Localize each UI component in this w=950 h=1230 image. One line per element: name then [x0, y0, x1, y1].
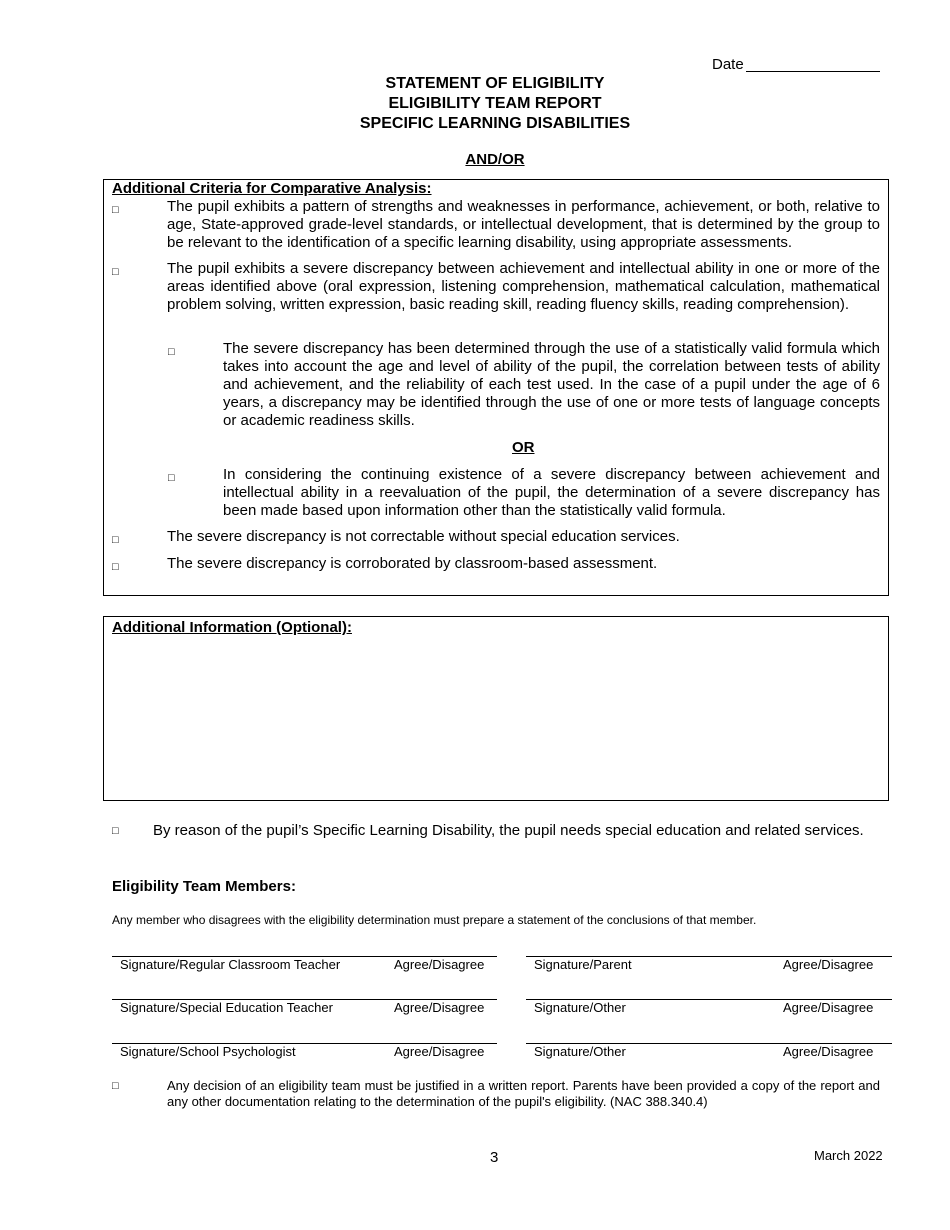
- criterion-3-checkbox[interactable]: □: [112, 534, 119, 546]
- criterion-1-checkbox[interactable]: □: [112, 204, 119, 216]
- page-number: 3: [490, 1149, 499, 1166]
- criterion-2-checkbox[interactable]: □: [112, 266, 119, 278]
- page-title: [0, 74, 950, 134]
- agree-disagree-label: Agree/Disagree: [394, 1000, 485, 1015]
- criterion-4-checkbox[interactable]: □: [112, 561, 119, 573]
- sub-criterion-2-text: In considering the continuing existence of a severe discrepancy between achievement and intellectual ability in a reevaluation of the pupil, the determination of a severe discrepancy has been made based upon information other than the statistically valid formula.: [223, 466, 880, 519]
- sub-criterion-1-text: The severe discrepancy has been determined through the use of a statistically valid formula which takes into account the age and level of ability of the pupil, the correlation between tests of ability and achievement, and the reliability of each test used. In the case of a pupil under the age of 6 years, a discrepancy may be identified through the use of one or more tests of language concepts or academic readiness skills.: [223, 340, 880, 429]
- sub-criterion-2-checkbox[interactable]: □: [168, 472, 175, 484]
- revision-date: March 2022: [814, 1148, 883, 1163]
- criteria-title: Additional Criteria for Comparative Analysis:: [112, 180, 432, 197]
- title-line-2: ELIGIBILITY TEAM REPORT: [388, 95, 602, 112]
- criterion-1-text: The pupil exhibits a pattern of strengths and weaknesses in performance, achievement, or both, relative to age, State-approved grade-level standards, or intellectual development, that is determined by the group to be relevant to the identification of a specific learning disability, using appropriate assessments.: [167, 198, 880, 251]
- title-line-1: STATEMENT OF ELIGIBILITY: [385, 75, 605, 92]
- signature-label: Signature/Parent: [534, 957, 632, 972]
- signature-label: Signature/Special Education Teacher: [120, 1000, 333, 1015]
- determination-checkbox[interactable]: □: [112, 825, 119, 837]
- members-title: Eligibility Team Members:: [112, 878, 296, 895]
- determination-text: By reason of the pupil’s Specific Learning Disability, the pupil needs special education and related services.: [153, 822, 864, 839]
- additional-info-section[interactable]: [103, 616, 889, 801]
- agree-disagree-label: Agree/Disagree: [394, 957, 485, 972]
- signature-label: Signature/School Psychologist: [120, 1044, 296, 1059]
- agree-disagree-label: Agree/Disagree: [783, 1000, 874, 1015]
- report-checkbox[interactable]: □: [112, 1080, 119, 1092]
- date-field[interactable]: [746, 71, 880, 72]
- criterion-2-text: The pupil exhibits a severe discrepancy between achievement and intellectual ability in one or more of the areas identified above (oral expression, listening comprehension, mathematical calculation, mathematical problem solving, written expression, basic reading skill, reading fluency skills, reading comprehension).: [167, 260, 880, 313]
- agree-disagree-label: Agree/Disagree: [783, 1044, 874, 1059]
- criterion-4-text: The severe discrepancy is corroborated by classroom-based assessment.: [167, 555, 658, 572]
- title-line-3: SPECIFIC LEARNING DISABILITIES: [359, 115, 631, 132]
- and-or-connector: AND/OR: [465, 151, 525, 168]
- signature-label: Signature/Regular Classroom Teacher: [120, 957, 341, 972]
- sub-criterion-1-checkbox[interactable]: □: [168, 346, 175, 358]
- signature-label: Signature/Other: [534, 1044, 626, 1059]
- agree-disagree-label: Agree/Disagree: [783, 957, 874, 972]
- additional-info-title: Additional Information (Optional):: [112, 619, 352, 636]
- or-separator: OR: [512, 439, 535, 456]
- criterion-3-text: The severe discrepancy is not correctable without special education services.: [167, 528, 680, 545]
- report-note: Any decision of an eligibility team must be justified in a written report. Parents have been provided a copy of the report and any other documentation relating to the determination of the pupil's eligibility. (NAC 388.340.4): [167, 1078, 880, 1109]
- agree-disagree-label: Agree/Disagree: [394, 1044, 485, 1059]
- signature-label: Signature/Other: [534, 1000, 626, 1015]
- date-label: Date: [712, 56, 744, 73]
- members-note: Any member who disagrees with the eligibility determination must prepare a statement of the conclusions of that member.: [112, 913, 757, 927]
- criteria-section: [103, 179, 889, 596]
